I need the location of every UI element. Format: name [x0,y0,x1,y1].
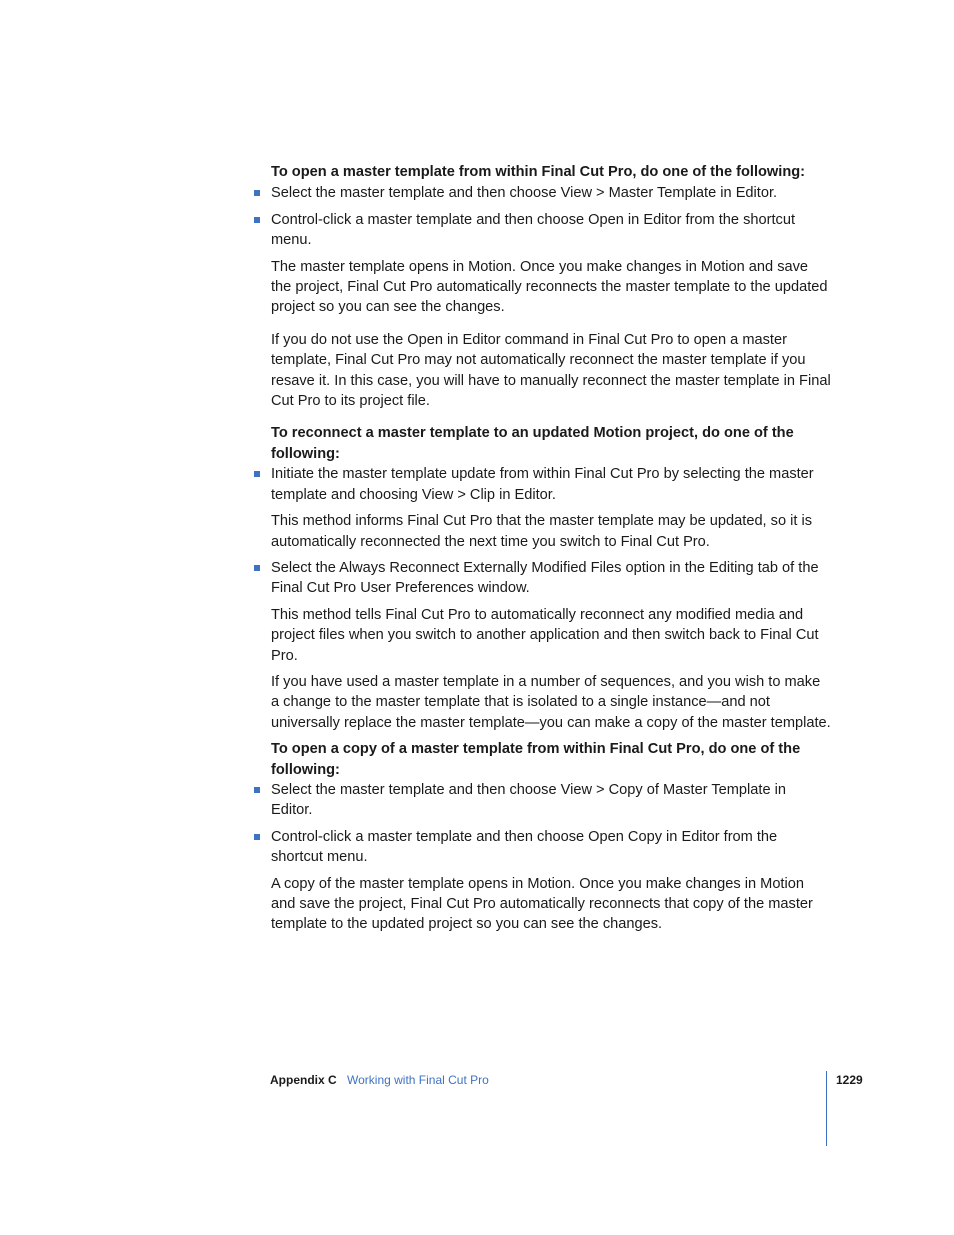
bullet-square-icon [254,190,260,196]
bullet-square-icon [254,471,260,477]
bullet-square-icon [254,565,260,571]
body-paragraph: If you have used a master template in a number of sequences, and you wish to make a change to the master template that is isolated to a single instance—and not universally replace the master template—you can make a copy of the master template. [271,673,831,731]
document-body [271,162,831,935]
bullet-square-icon [254,787,260,793]
footer-divider [826,1071,827,1146]
body-paragraph: The master template opens in Motion. Once you make changes in Motion and save the project, Final Cut Pro automatically reconnects the master template to the updated project so you can see the changes. [271,258,828,316]
body-paragraph: This method tells Final Cut Pro to automatically reconnect any modified media and project files when you switch to another application and then switch back to Final Cut Pro. [271,606,819,664]
bullet-text: Initiate the master template update from within Final Cut Pro by selecting the master template and choosing View > Clip in Editor. [271,466,814,503]
procedure-heading-open-master: To open a master template from within Final Cut Pro, do one of the following: [271,164,806,180]
list-item [271,827,831,868]
list-item [271,464,831,505]
chapter-title-link[interactable]: Working with Final Cut Pro [347,1073,489,1087]
bullet-text: Select the master template and then choose View > Copy of Master Template in Editor. [271,781,786,819]
procedure-heading-reconnect: To reconnect a master template to an updated Motion project, do one of the following: [271,425,794,462]
list-item [271,780,831,821]
page-number: 1229 [836,1073,863,1087]
list-item [271,210,831,251]
body-paragraph: This method informs Final Cut Pro that the master template may be updated, so it is automatically reconnected the next time you switch to Final Cut Pro. [271,513,813,550]
list-item [271,183,831,203]
bullet-text: Select the Always Reconnect Externally Modified Files option in the Editing tab of the Final Cut Pro User Preferences window. [271,559,819,597]
bullet-square-icon [254,217,260,223]
body-paragraph: If you do not use the Open in Editor command in Final Cut Pro to open a master template, Final Cut Pro may not automatically reconnect the master template if you resave it. In this case, you will have to manually reconnect the master template in Final Cut Pro to its project file. [271,331,831,410]
body-paragraph: A copy of the master template opens in Motion. Once you make changes in Motion and save the project, Final Cut Pro automatically reconnects that copy of the master template to the updated project so you can see the changes. [271,875,813,933]
bullet-text: Select the master template and then choose View > Master Template in Editor. [271,185,778,202]
bullet-square-icon [254,834,260,840]
appendix-label: Appendix C [270,1073,337,1087]
list-item [271,558,831,599]
procedure-heading-open-copy: To open a copy of a master template from within Final Cut Pro, do one of the following: [271,741,801,778]
bullet-text: Control-click a master template and then choose Open in Editor from the shortcut menu. [271,211,796,249]
bullet-text: Control-click a master template and then choose Open Copy in Editor from the shortcut menu. [271,828,778,866]
